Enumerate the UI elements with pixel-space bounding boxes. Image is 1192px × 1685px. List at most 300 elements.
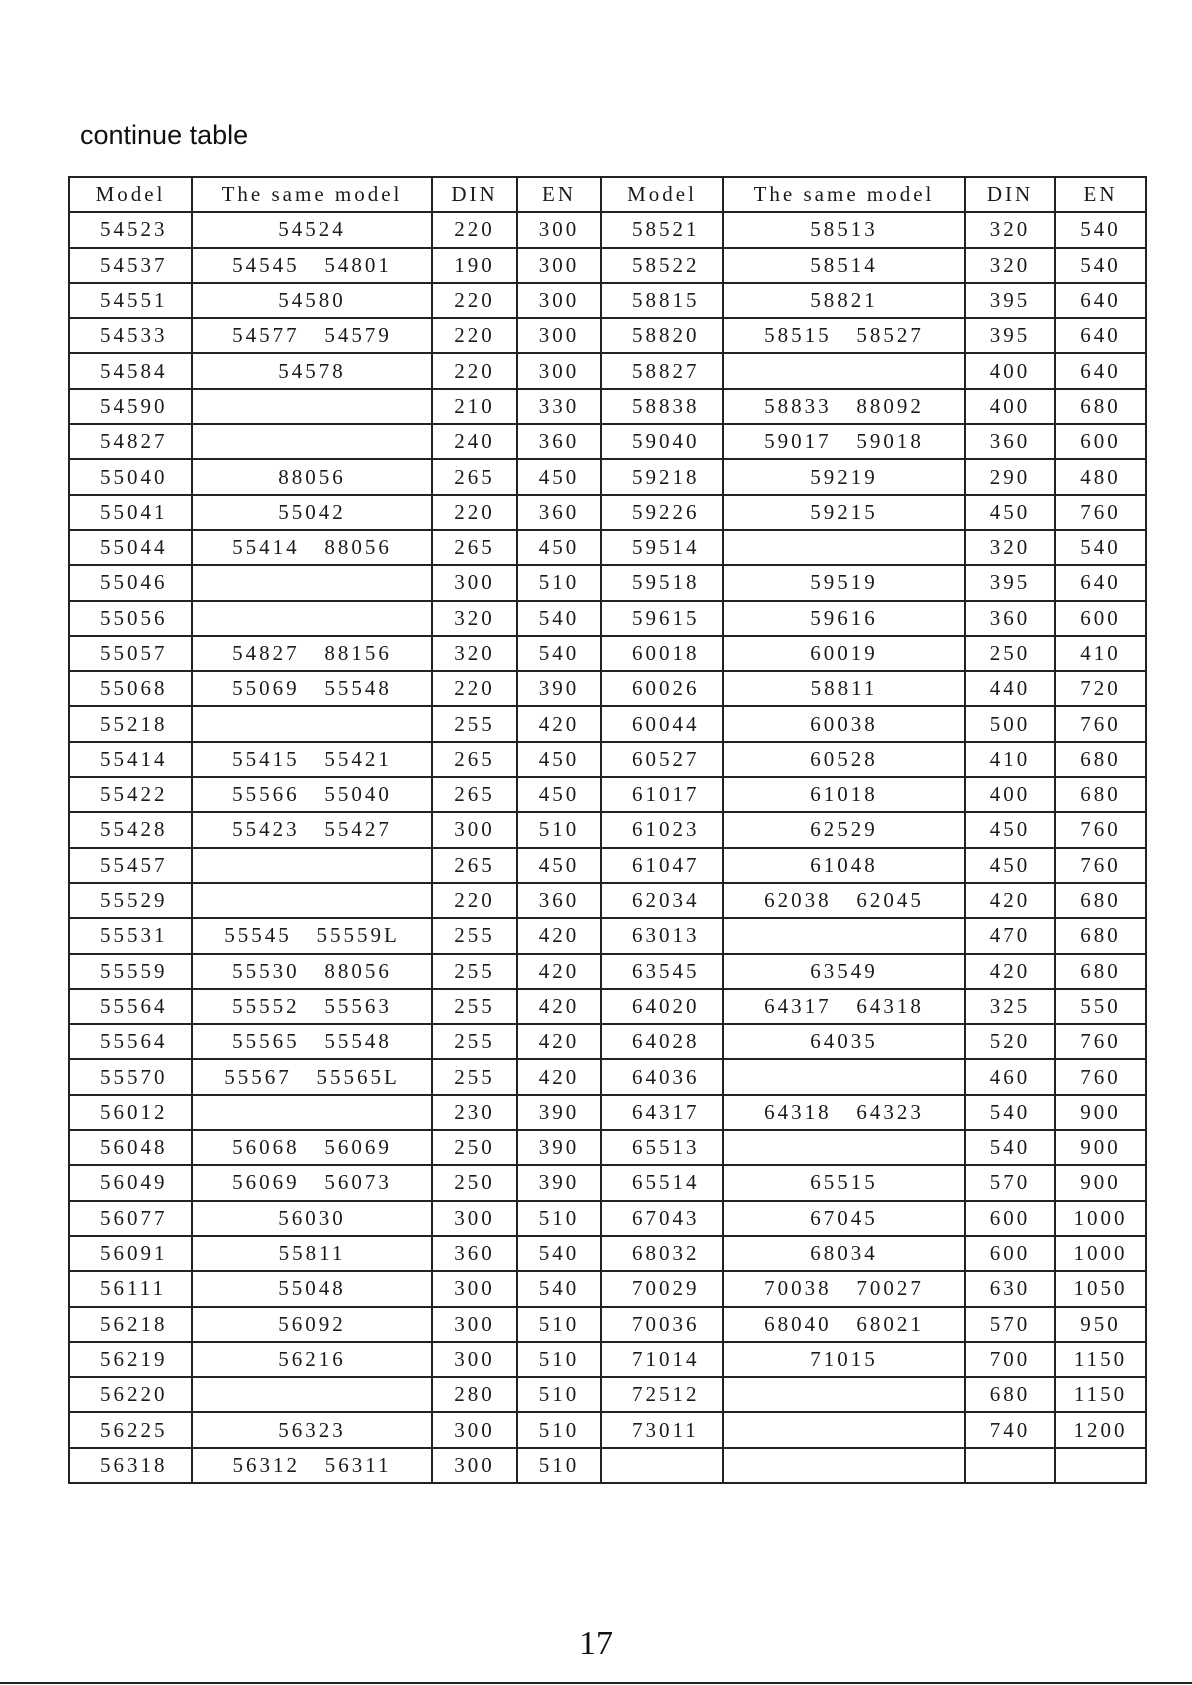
din-cell: 300 (432, 812, 517, 847)
model-cell: 64020 (601, 989, 723, 1024)
model-cell: 64028 (601, 1024, 723, 1059)
din-cell: 210 (432, 389, 517, 424)
en-cell: 640 (1055, 565, 1146, 600)
model-cell: 58838 (601, 389, 723, 424)
same-model-cell: 56030 (192, 1201, 432, 1236)
din-cell: 220 (432, 883, 517, 918)
din-cell: 450 (965, 495, 1055, 530)
same-model-cell: 55565 55548 (192, 1024, 432, 1059)
en-cell: 450 (517, 848, 601, 883)
model-cell: 56111 (69, 1271, 192, 1306)
din-cell: 320 (965, 212, 1055, 247)
model-cell: 61047 (601, 848, 723, 883)
table-row (69, 424, 1146, 459)
same-model-cell: 56216 (192, 1342, 432, 1377)
page-number: 17 (579, 1625, 613, 1662)
model-cell: 55422 (69, 777, 192, 812)
en-cell: 950 (1055, 1307, 1146, 1342)
din-cell: 450 (965, 848, 1055, 883)
en-cell: 360 (517, 495, 601, 530)
en-cell: 760 (1055, 495, 1146, 530)
same-model-cell (723, 530, 965, 565)
header-model-right: Model (601, 177, 723, 212)
en-cell: 390 (517, 1130, 601, 1165)
en-cell: 760 (1055, 706, 1146, 741)
model-cell: 55529 (69, 883, 192, 918)
din-cell: 250 (432, 1130, 517, 1165)
model-cell: 68032 (601, 1236, 723, 1271)
din-cell: 250 (965, 636, 1055, 671)
din-cell: 255 (432, 918, 517, 953)
model-reference-table (68, 176, 1147, 1484)
din-cell: 400 (965, 389, 1055, 424)
en-cell: 900 (1055, 1130, 1146, 1165)
en-cell: 330 (517, 389, 601, 424)
model-cell: 59518 (601, 565, 723, 600)
table-row (69, 318, 1146, 353)
header-model: Model (69, 177, 192, 212)
en-cell: 760 (1055, 1024, 1146, 1059)
en-cell: 680 (1055, 918, 1146, 953)
din-cell: 265 (432, 777, 517, 812)
en-cell: 680 (1055, 954, 1146, 989)
header-din: DIN (432, 177, 517, 212)
en-cell: 550 (1055, 989, 1146, 1024)
din-cell: 400 (965, 353, 1055, 388)
same-model-cell: 55567 55565L (192, 1059, 432, 1094)
din-cell: 630 (965, 1271, 1055, 1306)
din-cell (965, 1448, 1055, 1483)
table-row (69, 706, 1146, 741)
table-row (69, 1024, 1146, 1059)
en-cell: 420 (517, 1024, 601, 1059)
same-model-cell (192, 424, 432, 459)
model-cell: 59040 (601, 424, 723, 459)
din-cell: 360 (965, 601, 1055, 636)
same-model-cell: 71015 (723, 1342, 965, 1377)
en-cell: 510 (517, 1412, 601, 1447)
model-cell: 58820 (601, 318, 723, 353)
en-cell: 510 (517, 1307, 601, 1342)
table-row (69, 1236, 1146, 1271)
page-heading: continue table (80, 120, 249, 150)
din-cell: 600 (965, 1201, 1055, 1236)
same-model-cell: 55423 55427 (192, 812, 432, 847)
din-cell: 265 (432, 742, 517, 777)
header-en: EN (517, 177, 601, 212)
en-cell: 540 (517, 1236, 601, 1271)
din-cell: 255 (432, 989, 517, 1024)
en-cell: 420 (517, 989, 601, 1024)
same-model-cell (192, 1377, 432, 1412)
en-cell: 760 (1055, 848, 1146, 883)
table-row (69, 636, 1146, 671)
model-cell: 56091 (69, 1236, 192, 1271)
model-cell: 56077 (69, 1201, 192, 1236)
din-cell: 570 (965, 1307, 1055, 1342)
model-cell: 55056 (69, 601, 192, 636)
en-cell: 300 (517, 318, 601, 353)
en-cell: 510 (517, 565, 601, 600)
en-cell: 300 (517, 248, 601, 283)
din-cell: 220 (432, 671, 517, 706)
model-cell: 55068 (69, 671, 192, 706)
din-cell: 680 (965, 1377, 1055, 1412)
table-row (69, 530, 1146, 565)
table-row (69, 248, 1146, 283)
din-cell: 570 (965, 1165, 1055, 1200)
en-cell: 390 (517, 1095, 601, 1130)
model-cell: 60018 (601, 636, 723, 671)
model-cell: 63013 (601, 918, 723, 953)
same-model-cell: 60528 (723, 742, 965, 777)
model-cell: 59226 (601, 495, 723, 530)
en-cell: 1000 (1055, 1201, 1146, 1236)
en-cell: 420 (517, 1059, 601, 1094)
din-cell: 470 (965, 918, 1055, 953)
din-cell: 360 (965, 424, 1055, 459)
model-cell: 55457 (69, 848, 192, 883)
model-cell: 54584 (69, 353, 192, 388)
din-cell: 320 (432, 601, 517, 636)
table-row (69, 671, 1146, 706)
same-model-cell: 60019 (723, 636, 965, 671)
din-cell: 540 (965, 1130, 1055, 1165)
same-model-cell (192, 883, 432, 918)
model-cell: 56048 (69, 1130, 192, 1165)
en-cell: 450 (517, 530, 601, 565)
din-cell: 540 (965, 1095, 1055, 1130)
model-cell: 59218 (601, 459, 723, 494)
din-cell: 300 (432, 1271, 517, 1306)
same-model-cell (192, 706, 432, 741)
same-model-cell (192, 1095, 432, 1130)
din-cell: 220 (432, 318, 517, 353)
table-row (69, 1307, 1146, 1342)
model-cell: 54537 (69, 248, 192, 283)
en-cell: 480 (1055, 459, 1146, 494)
en-cell: 680 (1055, 742, 1146, 777)
table-row (69, 1130, 1146, 1165)
table-row (69, 601, 1146, 636)
same-model-cell: 58515 58527 (723, 318, 965, 353)
header-same-model-right: The same model (723, 177, 965, 212)
same-model-cell: 68034 (723, 1236, 965, 1271)
model-cell: 55531 (69, 918, 192, 953)
table-row (69, 1271, 1146, 1306)
same-model-cell: 61018 (723, 777, 965, 812)
model-cell: 56049 (69, 1165, 192, 1200)
en-cell: 300 (517, 212, 601, 247)
same-model-cell: 54578 (192, 353, 432, 388)
same-model-cell (723, 1377, 965, 1412)
same-model-cell: 63549 (723, 954, 965, 989)
din-cell: 500 (965, 706, 1055, 741)
same-model-cell: 70038 70027 (723, 1271, 965, 1306)
same-model-cell: 55042 (192, 495, 432, 530)
model-cell: 62034 (601, 883, 723, 918)
same-model-cell: 55566 55040 (192, 777, 432, 812)
same-model-cell: 55811 (192, 1236, 432, 1271)
same-model-cell: 54524 (192, 212, 432, 247)
same-model-cell: 62038 62045 (723, 883, 965, 918)
same-model-cell: 67045 (723, 1201, 965, 1236)
same-model-cell (723, 1412, 965, 1447)
same-model-cell: 55530 88056 (192, 954, 432, 989)
model-cell: 59615 (601, 601, 723, 636)
din-cell: 255 (432, 1059, 517, 1094)
same-model-cell: 58513 (723, 212, 965, 247)
en-cell: 510 (517, 1448, 601, 1483)
same-model-cell: 62529 (723, 812, 965, 847)
same-model-cell: 55545 55559L (192, 918, 432, 953)
din-cell: 220 (432, 283, 517, 318)
en-cell: 450 (517, 777, 601, 812)
en-cell: 900 (1055, 1165, 1146, 1200)
table-row (69, 1377, 1146, 1412)
same-model-cell: 58833 88092 (723, 389, 965, 424)
table-row (69, 883, 1146, 918)
en-cell: 600 (1055, 601, 1146, 636)
din-cell: 265 (432, 530, 517, 565)
din-cell: 395 (965, 565, 1055, 600)
din-cell: 255 (432, 706, 517, 741)
model-cell: 61017 (601, 777, 723, 812)
en-cell: 360 (517, 424, 601, 459)
din-cell: 410 (965, 742, 1055, 777)
same-model-cell (723, 353, 965, 388)
same-model-cell: 56068 56069 (192, 1130, 432, 1165)
din-cell: 420 (965, 954, 1055, 989)
en-cell: 680 (1055, 389, 1146, 424)
model-cell: 55564 (69, 989, 192, 1024)
same-model-cell: 59215 (723, 495, 965, 530)
same-model-cell: 58821 (723, 283, 965, 318)
same-model-cell: 54545 54801 (192, 248, 432, 283)
same-model-cell: 61048 (723, 848, 965, 883)
same-model-cell: 55069 55548 (192, 671, 432, 706)
model-cell: 60527 (601, 742, 723, 777)
en-cell: 1200 (1055, 1412, 1146, 1447)
en-cell: 640 (1055, 353, 1146, 388)
model-cell: 54523 (69, 212, 192, 247)
en-cell: 640 (1055, 283, 1146, 318)
model-cell: 58521 (601, 212, 723, 247)
table-row (69, 954, 1146, 989)
din-cell: 395 (965, 318, 1055, 353)
en-cell: 1050 (1055, 1271, 1146, 1306)
table-row (69, 1095, 1146, 1130)
en-cell: 300 (517, 353, 601, 388)
en-cell: 540 (517, 601, 601, 636)
model-cell: 56220 (69, 1377, 192, 1412)
same-model-cell (723, 1059, 965, 1094)
din-cell: 300 (432, 1307, 517, 1342)
model-cell (601, 1448, 723, 1483)
en-cell: 540 (1055, 212, 1146, 247)
table-row (69, 1448, 1146, 1483)
en-cell: 540 (1055, 248, 1146, 283)
model-cell: 55041 (69, 495, 192, 530)
table-row (69, 1201, 1146, 1236)
model-cell: 65514 (601, 1165, 723, 1200)
same-model-cell (192, 848, 432, 883)
din-cell: 740 (965, 1412, 1055, 1447)
din-cell: 300 (432, 1412, 517, 1447)
en-cell: 510 (517, 812, 601, 847)
model-cell: 55218 (69, 706, 192, 741)
table-header-row (69, 177, 1146, 212)
table-body (69, 212, 1146, 1483)
en-cell: 390 (517, 671, 601, 706)
din-cell: 420 (965, 883, 1055, 918)
same-model-cell: 64035 (723, 1024, 965, 1059)
same-model-cell: 56092 (192, 1307, 432, 1342)
same-model-cell: 54580 (192, 283, 432, 318)
din-cell: 360 (432, 1236, 517, 1271)
din-cell: 255 (432, 954, 517, 989)
same-model-cell: 55415 55421 (192, 742, 432, 777)
en-cell: 540 (517, 636, 601, 671)
din-cell: 240 (432, 424, 517, 459)
en-cell: 300 (517, 283, 601, 318)
din-cell: 400 (965, 777, 1055, 812)
en-cell: 510 (517, 1342, 601, 1377)
en-cell: 760 (1055, 812, 1146, 847)
same-model-cell: 56312 56311 (192, 1448, 432, 1483)
model-cell: 55040 (69, 459, 192, 494)
model-cell: 58815 (601, 283, 723, 318)
din-cell: 600 (965, 1236, 1055, 1271)
same-model-cell (192, 565, 432, 600)
same-model-cell (723, 1448, 965, 1483)
model-cell: 55570 (69, 1059, 192, 1094)
model-cell: 64036 (601, 1059, 723, 1094)
same-model-cell: 54577 54579 (192, 318, 432, 353)
din-cell: 255 (432, 1024, 517, 1059)
en-cell: 540 (1055, 530, 1146, 565)
same-model-cell: 59616 (723, 601, 965, 636)
din-cell: 220 (432, 353, 517, 388)
en-cell: 680 (1055, 777, 1146, 812)
model-cell: 58522 (601, 248, 723, 283)
model-cell: 65513 (601, 1130, 723, 1165)
en-cell: 410 (1055, 636, 1146, 671)
en-cell: 390 (517, 1165, 601, 1200)
model-cell: 56218 (69, 1307, 192, 1342)
model-cell: 54533 (69, 318, 192, 353)
din-cell: 320 (965, 530, 1055, 565)
model-cell: 55044 (69, 530, 192, 565)
din-cell: 250 (432, 1165, 517, 1200)
model-cell: 56219 (69, 1342, 192, 1377)
en-cell: 760 (1055, 1059, 1146, 1094)
table-row (69, 212, 1146, 247)
en-cell: 600 (1055, 424, 1146, 459)
en-cell: 420 (517, 706, 601, 741)
table-row (69, 848, 1146, 883)
din-cell: 220 (432, 495, 517, 530)
table-row (69, 459, 1146, 494)
en-cell: 420 (517, 918, 601, 953)
model-cell: 56318 (69, 1448, 192, 1483)
en-cell: 420 (517, 954, 601, 989)
table-row (69, 989, 1146, 1024)
model-cell: 71014 (601, 1342, 723, 1377)
model-cell: 56012 (69, 1095, 192, 1130)
table-row (69, 918, 1146, 953)
same-model-cell: 68040 68021 (723, 1307, 965, 1342)
en-cell: 900 (1055, 1095, 1146, 1130)
model-cell: 55057 (69, 636, 192, 671)
en-cell (1055, 1448, 1146, 1483)
model-cell: 72512 (601, 1377, 723, 1412)
en-cell: 1150 (1055, 1342, 1146, 1377)
en-cell: 540 (517, 1271, 601, 1306)
din-cell: 265 (432, 848, 517, 883)
din-cell: 440 (965, 671, 1055, 706)
same-model-cell (192, 601, 432, 636)
same-model-cell: 65515 (723, 1165, 965, 1200)
same-model-cell: 58811 (723, 671, 965, 706)
model-cell: 73011 (601, 1412, 723, 1447)
model-cell: 55414 (69, 742, 192, 777)
din-cell: 230 (432, 1095, 517, 1130)
model-cell: 54551 (69, 283, 192, 318)
en-cell: 1150 (1055, 1377, 1146, 1412)
model-cell: 61023 (601, 812, 723, 847)
en-cell: 450 (517, 459, 601, 494)
model-cell: 67043 (601, 1201, 723, 1236)
model-cell: 55564 (69, 1024, 192, 1059)
same-model-cell: 88056 (192, 459, 432, 494)
din-cell: 320 (432, 636, 517, 671)
din-cell: 190 (432, 248, 517, 283)
table-row (69, 812, 1146, 847)
table-row (69, 283, 1146, 318)
din-cell: 290 (965, 459, 1055, 494)
same-model-cell (723, 918, 965, 953)
en-cell: 450 (517, 742, 601, 777)
model-cell: 54827 (69, 424, 192, 459)
table-row (69, 1412, 1146, 1447)
model-cell: 60044 (601, 706, 723, 741)
table-row (69, 742, 1146, 777)
din-cell: 220 (432, 212, 517, 247)
same-model-cell: 59017 59018 (723, 424, 965, 459)
en-cell: 510 (517, 1201, 601, 1236)
same-model-cell: 64317 64318 (723, 989, 965, 1024)
same-model-cell: 59519 (723, 565, 965, 600)
din-cell: 265 (432, 459, 517, 494)
same-model-cell: 60038 (723, 706, 965, 741)
table-row (69, 565, 1146, 600)
table-row (69, 1342, 1146, 1377)
en-cell: 1000 (1055, 1236, 1146, 1271)
header-din-right: DIN (965, 177, 1055, 212)
din-cell: 300 (432, 1342, 517, 1377)
table-row (69, 495, 1146, 530)
din-cell: 450 (965, 812, 1055, 847)
table-row (69, 1165, 1146, 1200)
en-cell: 720 (1055, 671, 1146, 706)
same-model-cell (192, 389, 432, 424)
din-cell: 300 (432, 1448, 517, 1483)
din-cell: 520 (965, 1024, 1055, 1059)
bottom-rule (0, 1682, 1192, 1684)
din-cell: 320 (965, 248, 1055, 283)
model-cell: 64317 (601, 1095, 723, 1130)
